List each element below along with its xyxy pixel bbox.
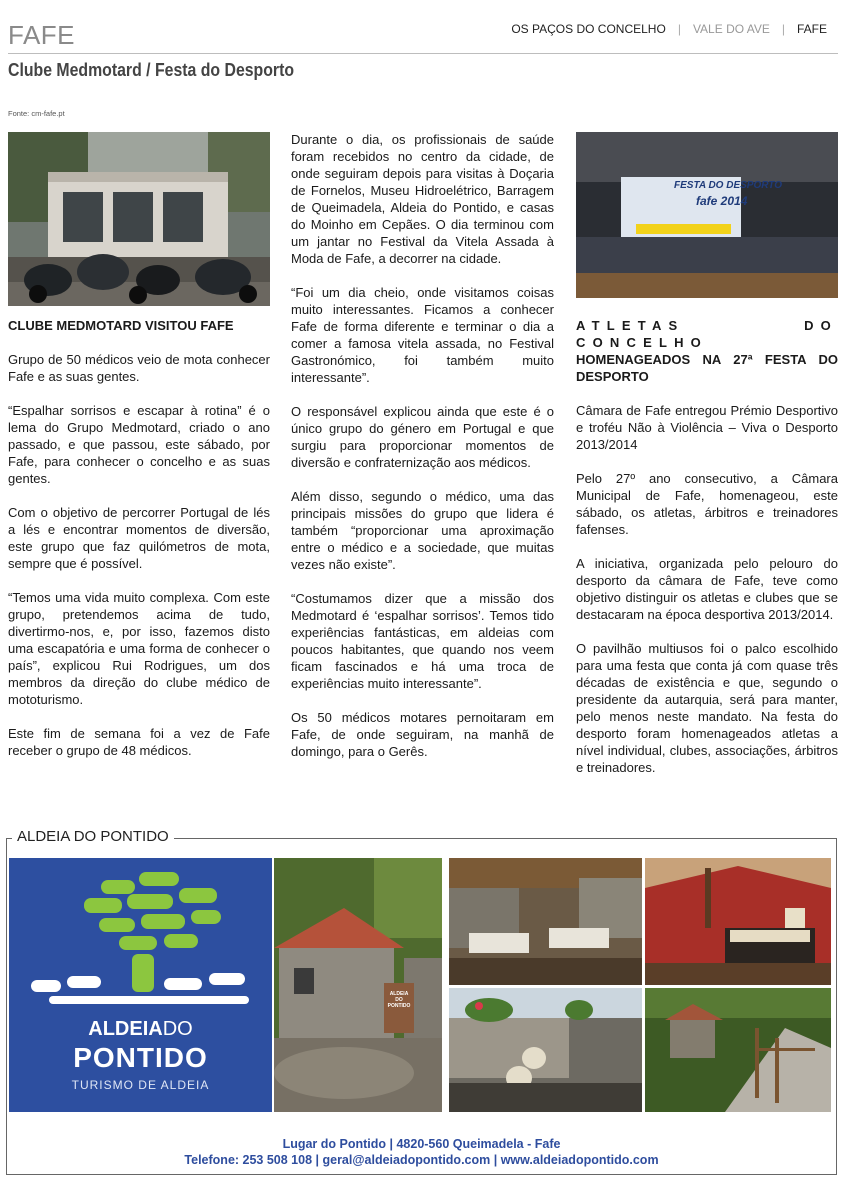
logo-text-pontido: PONTIDO: [73, 1042, 208, 1073]
nav-separator: |: [677, 22, 681, 36]
col1-paragraph: “Temos uma vida muito complexa. Com este grupo, pretendemos acima de tudo, divertirmo-nos, e, por isso, fazemos disto uma escapatória e uma forma de conhecer o país”, explicou Rui Rodrigues, um dos membros da direção do clube médico de mototurismo.: [8, 590, 270, 707]
ad-contacts: Telefone: 253 508 108 | geral@aldeiadopontido.com | www.aldeiadopontido.com: [184, 1153, 659, 1167]
col3-paragraph: Câmara de Fafe entregou Prémio Desportivo e troféu Não à Violência – Viva o Desporto 2013/2014: [576, 403, 838, 452]
stone-path-photo: [645, 988, 831, 1112]
aldeia-logo-panel: [9, 858, 272, 1112]
banner-line1: FESTA DO DESPORTO: [674, 180, 782, 191]
nav-separator: |: [781, 22, 785, 36]
col1-paragraph: Este fim de semana foi a vez de Fafe receber o grupo de 48 médicos.: [8, 726, 270, 758]
col1-paragraph: Com o objetivo de percorrer Portugal de lés a lés e encontrar momentos de diversão, este grupo que faz quilómetros de mota, sempre que é possível.: [8, 505, 270, 571]
logo-text-turismo: TURISMO DE ALDEIA: [71, 1078, 210, 1092]
motorcycles-photo: [8, 132, 270, 306]
terrace-photo: [449, 988, 642, 1112]
col3-heading: [576, 317, 838, 385]
col3-heading-line2: HOMENAGEADOS NA 27ª FESTA DO DESPORTO: [576, 352, 838, 384]
section-title: FAFE: [8, 20, 76, 50]
festa-desporto-photo: [576, 132, 838, 298]
nav-item-pacos[interactable]: OS PAÇOS DO CONCELHO: [511, 22, 666, 36]
village-house-photo: [274, 858, 442, 1112]
article-column-1: [8, 317, 270, 776]
logo-text-aldeia: ALDEIA: [88, 1018, 163, 1040]
nav-item-vale-do-ave[interactable]: VALE DO AVE: [692, 22, 770, 36]
col2-paragraph: O responsável explicou ainda que este é o único grupo do género em Portugal e que surgiu para proporcionar momentos de diversão e confraternização aos médicos.: [291, 404, 554, 470]
bedroom-photo: [645, 858, 831, 985]
col1-paragraph: Grupo de 50 médicos veio de mota conhecer Fafe e as suas gentes.: [8, 352, 270, 384]
col2-paragraph: “Costumamos dizer que a missão dos Medmotard é ‘espalhar sorrisos’. Temos tido experiências fantásticas, em aldeias com poucos habitantes, que quando nos veem ficam fascinados e há uma troca de experiências muito interessante”.: [291, 591, 554, 691]
col1-paragraph: “Espalhar sorrisos e escapar à rotina” é o lema do Grupo Medmotard, criado o ano passado, e que passou, este sábado, por Fafe, para conhecer o concelho e as suas gentes.: [8, 403, 270, 486]
top-navigation: [511, 22, 827, 36]
logo-text-do: DO: [162, 1018, 193, 1040]
restaurant-photo: [449, 858, 642, 985]
col3-paragraph: A iniciativa, organizada pelo pelouro do desporto da câmara de Fafe, teve como objetivo distinguir os atletas e clubes que se destacaram na época desportiva 2013/2014.: [576, 556, 838, 622]
banner-line2: fafe 2014: [696, 194, 748, 208]
article-column-2: [291, 131, 554, 777]
col3-heading-line1: ATLETAS DO CONCELHO: [576, 318, 838, 350]
article-source: Fonte: cm-fafe.pt: [8, 109, 65, 118]
col2-paragraph: Além disso, segundo o médico, uma das principais missões do grupo que lidera é também “proporcionar uma aproximação entre o médico e a sociedade, que muitas vezes não existe”.: [291, 489, 554, 572]
ad-contact-info: [6, 1136, 837, 1168]
col1-heading: CLUBE MEDMOTARD VISITOU FAFE: [8, 318, 234, 333]
col2-paragraph: Os 50 médicos motares pernoitaram em Fafe, de onde seguiram, na manhã de domingo, para o Gerês.: [291, 710, 554, 759]
ad-address: Lugar do Pontido | 4820-560 Queimadela - Fafe: [282, 1137, 561, 1151]
nav-item-fafe[interactable]: FAFE: [796, 22, 827, 36]
col3-paragraph: O pavilhão multiusos foi o palco escolhido para uma festa que conta já com quase três décadas de existência e que, segundo o presidente da autarquia, será para manter, pelo menos neste mandato. Na festa do desporto foram homenageados atletas a nível individual, clubes, associações, árbitros e treinadores.: [576, 641, 838, 775]
col2-paragraph: “Foi um dia cheio, onde visitamos coisas muito interessantes. Ficamos a conhecer Fafe de forma diferente e terminar o dia a comer a famosa vitela assada, no Festival Gastronómico, foi também muito interessante”.: [291, 285, 554, 385]
col3-paragraph: Pelo 27º ano consecutivo, a Câmara Municipal de Fafe, homenageou, este sábado, os atletas, árbitros e treinadores fafenses.: [576, 471, 838, 537]
col2-paragraph: Durante o dia, os profissionais de saúde foram recebidos no centro da cidade, de onde seguiram depois para visitas à Doçaria de Fornelos, Museu Hidroelétrico, Barragem de Queimadela, Aldeia do Pontido, e casas do Moinho em Cepães. O dia terminou com um jantar no Festival da Vitela Assada à Moda de Fafe, a decorrer na cidade.: [291, 132, 554, 266]
article-headline: Clube Medmotard / Festa do Desporto: [8, 60, 295, 80]
ad-title: ALDEIA DO PONTIDO: [12, 828, 174, 845]
header-divider: [8, 53, 838, 54]
village-sign-text: ALDEIA DO PONTIDO: [387, 991, 411, 1009]
article-column-3: [576, 317, 838, 793]
